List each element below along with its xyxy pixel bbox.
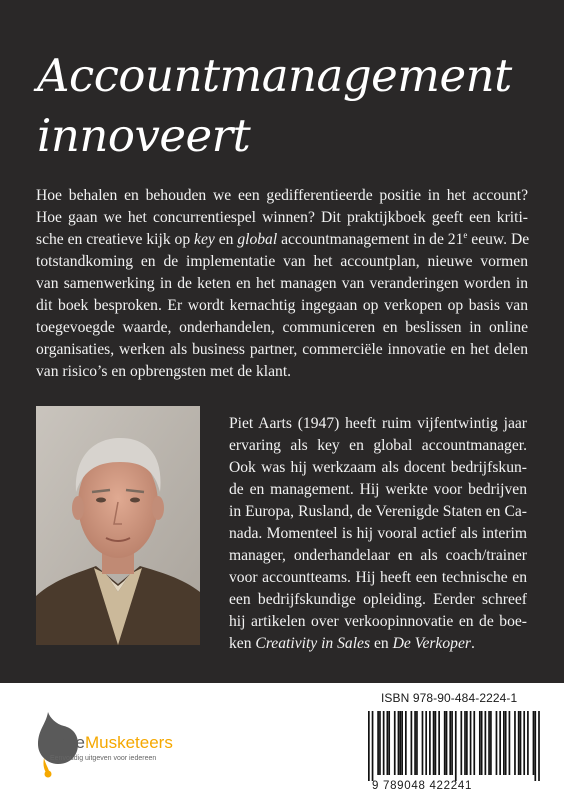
isbn-barcode <box>368 711 540 781</box>
bio-text: . <box>470 635 475 652</box>
barcode-bar <box>518 711 520 775</box>
title-line-2: innoveert <box>37 109 251 162</box>
blurb-text: en <box>214 231 238 248</box>
barcode-bar <box>411 711 413 775</box>
barcode-bar <box>429 711 431 775</box>
bio-line: in Europa, Rusland, de Verenigde Staten en Ca- <box>229 503 527 520</box>
bio-line: manager, onderhandelaar en als coach/trainer <box>229 547 527 564</box>
blurb-line: Hoe gaan we het concurrentiespel winnen? Dit praktijkboek geeft een kriti- <box>36 209 528 226</box>
barcode-bar <box>485 711 487 775</box>
blurb-line: van samenwerking in de keten en het managen van veranderingen worden in <box>36 275 528 292</box>
barcode-bar <box>503 711 505 775</box>
barcode-bar <box>520 711 522 775</box>
bio-line: ervaring als key en global accountmanager. <box>229 437 527 454</box>
barcode-bar <box>449 711 451 775</box>
barcode-bar <box>416 711 418 775</box>
barcode-bar <box>377 711 379 775</box>
barcode-bar <box>473 711 475 775</box>
barcode-bar <box>490 711 492 775</box>
isbn-label: ISBN 978-90-484-2224-1 <box>381 691 518 705</box>
barcode-bar <box>438 711 440 775</box>
blurb-text: eeuw. De <box>467 231 530 248</box>
book-title-creativity-in-sales: Creativity in Sales <box>255 635 371 652</box>
publisher-tagline: Eenvoudig uitgeven voor iedereen <box>50 755 157 762</box>
barcode-number: 9 789048 422241 <box>372 780 473 792</box>
title-line-1: Accountmanagement <box>37 49 512 102</box>
blurb-line: toegevoegde waarde, onderhandelen, communiceren en beslissen in online <box>36 319 528 336</box>
barcode-bar <box>383 711 385 775</box>
blurb-text: sche en creatieve kijk op <box>36 231 195 248</box>
barcode-bar <box>451 711 453 775</box>
bio-line: nada. Momenteel is hij vooral actief als interim <box>229 525 527 542</box>
barcode-bar <box>401 711 403 775</box>
publisher-name-musketeers: Musketeers <box>84 733 173 752</box>
barcode-bar <box>496 711 498 775</box>
barcode-bar <box>499 711 501 775</box>
barcode-bar <box>433 711 435 775</box>
bio-line <box>229 633 527 655</box>
barcode-bar <box>425 711 427 775</box>
barcode-bar <box>481 711 483 775</box>
blurb-line <box>36 229 528 251</box>
blurb-line: dit boek besproken. Er wordt kernachtig ingegaan op verkopen op basis van <box>36 297 528 314</box>
barcode-bar <box>460 711 462 775</box>
barcode-bar <box>399 711 401 775</box>
barcode-bar <box>533 711 535 775</box>
barcode-bar <box>514 711 516 775</box>
bio-line: Ook was hij werkzaam als docent bedrijfskun- <box>229 459 527 476</box>
barcode-bar <box>405 711 407 775</box>
bio-text: en <box>370 635 393 652</box>
barcode-bar <box>527 711 529 775</box>
blurb-line: Hoe behalen en behouden we een gedifferentieerde positie in het account? <box>36 187 528 204</box>
barcode-bar <box>372 711 374 781</box>
barcode-bar <box>464 711 466 775</box>
barcode-bar <box>398 711 400 775</box>
author-photo <box>36 406 200 645</box>
barcode-bar <box>455 711 457 781</box>
blurb-line: totstandkoming en de implementatie van het accountplan, nieuwe vormen <box>36 253 528 270</box>
barcode-bar <box>394 711 396 775</box>
bio-text: ken <box>229 635 256 652</box>
bio-line: voor accountteams. Hij heeft een technische en <box>229 569 527 586</box>
publisher-name-free: Free <box>50 733 85 752</box>
barcode-bar <box>534 711 536 781</box>
bio-line: Piet Aarts (1947) heeft ruim vijfentwintig jaar <box>229 415 527 432</box>
barcode-bar <box>505 711 507 775</box>
blurb-text: accountmanagement in de 21 <box>277 231 464 248</box>
barcode-bar <box>523 711 525 775</box>
barcode-bar <box>466 711 468 775</box>
barcode-bar <box>368 711 370 781</box>
blurb-line: van risico’s en opbrengsten met de klant. <box>36 363 292 380</box>
barcode-bar <box>386 711 388 775</box>
barcode-bar <box>435 711 437 775</box>
author-bio <box>229 413 527 655</box>
barcode-bar <box>446 711 448 775</box>
blurb-superscript: e <box>463 229 468 240</box>
bio-line: de en management. Hij werkte voor bedrijven <box>229 481 527 498</box>
blurb-paragraph <box>36 185 528 383</box>
barcode-bar <box>414 711 416 775</box>
barcode-bar <box>444 711 446 775</box>
bio-line: een bedrijfskundige opleiding. Eerder schreef <box>229 591 527 608</box>
barcode-bar <box>479 711 481 775</box>
blurb-line: organisaties, werken als business partner, commerciële innovatie en het delen <box>36 341 528 358</box>
blurb-italic-global: global <box>237 231 278 248</box>
barcode-bar <box>470 711 472 775</box>
blurb-italic-key: key <box>194 231 215 248</box>
book-title-de-verkoper: De Verkoper <box>392 635 471 652</box>
publisher-name <box>50 733 173 753</box>
barcode-bar <box>488 711 490 775</box>
bio-line: hij artikelen over verkoopinnovatie en de boe- <box>229 613 527 630</box>
barcode-bar <box>388 711 390 775</box>
barcode-bar <box>422 711 424 775</box>
author-portrait-image <box>36 406 200 645</box>
barcode-bar <box>379 711 381 775</box>
barcode-bar <box>538 711 540 781</box>
book-title <box>37 46 512 166</box>
barcode-bar <box>509 711 511 775</box>
